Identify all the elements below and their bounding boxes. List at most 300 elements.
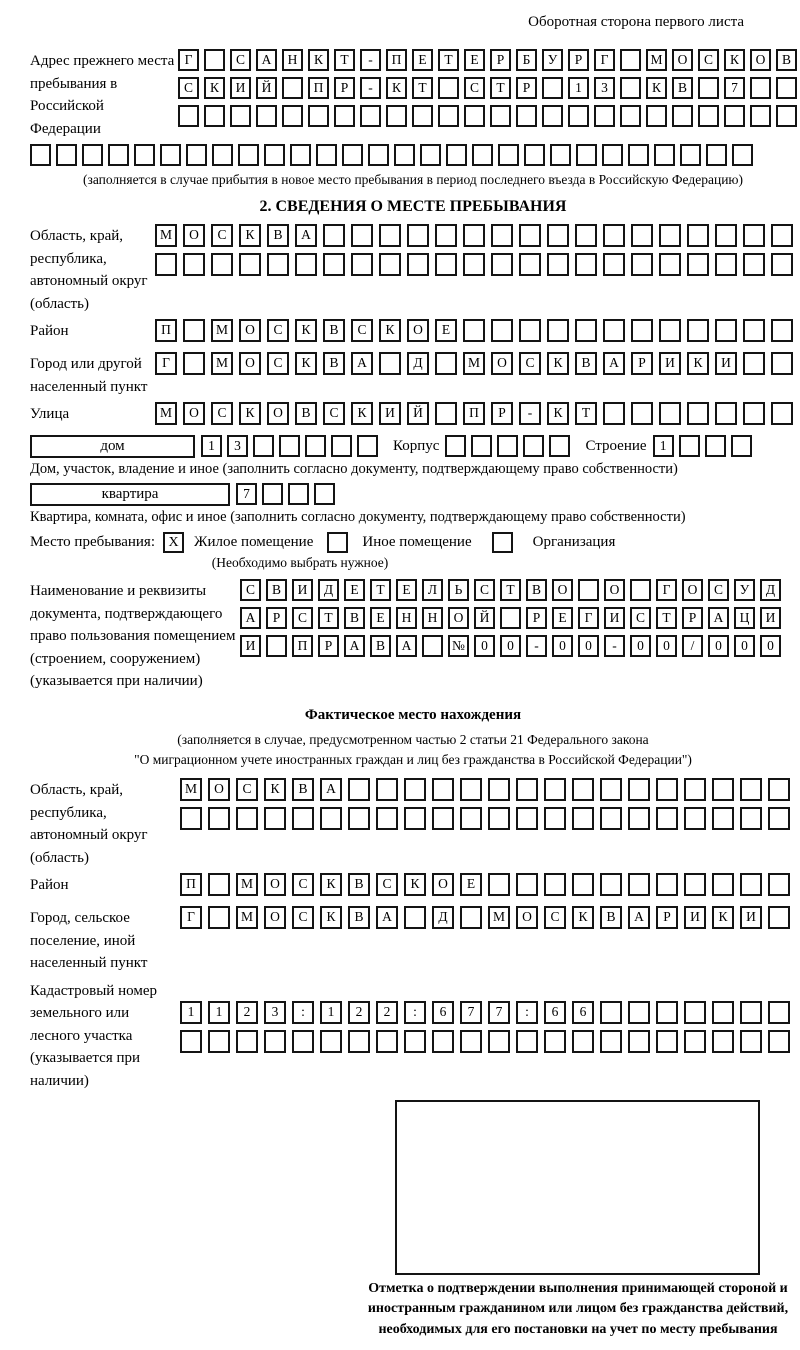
char-cell: 0 xyxy=(734,635,755,657)
char-cell xyxy=(180,807,202,830)
char-cell xyxy=(262,483,283,505)
char-cell xyxy=(460,807,482,830)
field-actual-city xyxy=(30,906,796,975)
char-cell xyxy=(620,49,641,71)
char-cell: В xyxy=(267,224,289,247)
char-cell: П xyxy=(308,77,329,99)
char-cell xyxy=(404,906,426,929)
char-cell xyxy=(491,253,513,276)
char-cell xyxy=(724,105,745,127)
char-cell xyxy=(160,144,181,166)
char-cell: А xyxy=(603,352,625,375)
field-district xyxy=(30,319,796,348)
char-cell: 3 xyxy=(227,435,248,457)
char-cell: Т xyxy=(500,579,521,601)
actual-district-row xyxy=(180,873,796,896)
char-cell: У xyxy=(542,49,563,71)
char-cell xyxy=(308,105,329,127)
char-cell: В xyxy=(344,607,365,629)
char-cell xyxy=(680,144,701,166)
char-cell: Д xyxy=(318,579,339,601)
char-cell xyxy=(542,77,563,99)
char-cell xyxy=(628,873,650,896)
char-cell: В xyxy=(600,906,622,929)
char-cell xyxy=(620,105,641,127)
char-cell: К xyxy=(547,402,569,425)
char-cell: Н xyxy=(396,607,417,629)
char-cell: О xyxy=(604,579,625,601)
char-cell xyxy=(420,144,441,166)
char-cell xyxy=(108,144,129,166)
char-cell: - xyxy=(360,77,381,99)
char-cell: Р xyxy=(266,607,287,629)
char-cell: В xyxy=(292,778,314,801)
char-cell xyxy=(687,402,709,425)
char-cell xyxy=(183,319,205,342)
char-cell xyxy=(236,807,258,830)
char-cell xyxy=(376,807,398,830)
char-cell: О xyxy=(183,224,205,247)
char-cell xyxy=(208,873,230,896)
char-cell xyxy=(731,435,752,457)
char-cell xyxy=(404,807,426,830)
char-cell: О xyxy=(491,352,513,375)
char-cell: Е xyxy=(464,49,485,71)
char-cell xyxy=(239,253,261,276)
char-cell: С xyxy=(351,319,373,342)
char-cell: С xyxy=(544,906,566,929)
previous-address-overflow-row xyxy=(30,144,796,166)
char-cell xyxy=(768,906,790,929)
char-cell xyxy=(488,873,510,896)
previous-address-row-3 xyxy=(178,105,800,127)
char-cell xyxy=(594,105,615,127)
char-cell: К xyxy=(351,402,373,425)
field-city xyxy=(30,352,796,398)
actual-location-note-line2: "О миграционном учете иностранных граждан и лиц без гражданства в Российской Федерации") xyxy=(134,751,692,767)
char-cell xyxy=(516,807,538,830)
house-wide-box: дом xyxy=(30,435,195,458)
field-stay-type xyxy=(30,532,796,553)
district-row xyxy=(155,319,799,342)
apartment-row xyxy=(236,483,340,505)
street-row xyxy=(155,402,799,425)
char-cell xyxy=(768,1030,790,1053)
char-cell xyxy=(542,105,563,127)
field-actual-district xyxy=(30,873,796,902)
char-cell: М xyxy=(236,873,258,896)
char-cell xyxy=(264,807,286,830)
char-cell xyxy=(464,105,485,127)
actual-location-title: Фактическое место нахождения xyxy=(304,706,522,723)
char-cell: А xyxy=(344,635,365,657)
char-cell: К xyxy=(379,319,401,342)
char-cell: 0 xyxy=(552,635,573,657)
field-right-of-use-document xyxy=(30,579,796,693)
char-cell xyxy=(488,1030,510,1053)
char-cell xyxy=(684,873,706,896)
section2-title: 2. СВЕДЕНИЯ О МЕСТЕ ПРЕБЫВАНИЯ xyxy=(259,198,567,215)
char-cell: В xyxy=(323,319,345,342)
char-cell: Е xyxy=(435,319,457,342)
char-cell: А xyxy=(376,906,398,929)
char-cell xyxy=(568,105,589,127)
cadastre-row-1 xyxy=(180,1001,796,1024)
char-cell xyxy=(698,77,719,99)
char-cell: И xyxy=(659,352,681,375)
char-cell: 1 xyxy=(180,1001,202,1024)
char-cell: И xyxy=(760,607,781,629)
house-number-row xyxy=(201,435,383,457)
char-cell: С xyxy=(474,579,495,601)
field-cadastre-number xyxy=(30,979,796,1093)
char-cell xyxy=(463,224,485,247)
char-cell xyxy=(544,873,566,896)
char-cell xyxy=(572,807,594,830)
stay-type-checkbox-organization xyxy=(492,532,513,553)
char-cell xyxy=(516,873,538,896)
char-cell xyxy=(575,253,597,276)
char-cell: Л xyxy=(422,579,443,601)
cadastre-label: Кадастровый номер земельного или лесного участка (указывается при наличии) xyxy=(30,982,157,1089)
char-cell xyxy=(376,1030,398,1053)
char-cell: И xyxy=(604,607,625,629)
char-cell xyxy=(547,224,569,247)
char-cell xyxy=(771,253,793,276)
char-cell xyxy=(432,778,454,801)
char-cell xyxy=(549,435,570,457)
char-cell xyxy=(687,319,709,342)
char-cell xyxy=(204,105,225,127)
char-cell: Н xyxy=(282,49,303,71)
char-cell: Й xyxy=(474,607,495,629)
char-cell: 7 xyxy=(724,77,745,99)
char-cell xyxy=(654,144,675,166)
char-cell xyxy=(684,1001,706,1024)
actual-region-row-2 xyxy=(180,807,796,830)
char-cell xyxy=(628,778,650,801)
char-cell xyxy=(547,319,569,342)
char-cell: С xyxy=(211,224,233,247)
char-cell xyxy=(348,778,370,801)
char-cell xyxy=(230,105,251,127)
stay-type-option-other-premises: Иное помещение xyxy=(362,534,472,550)
char-cell: В xyxy=(266,579,287,601)
char-cell: 2 xyxy=(236,1001,258,1024)
char-cell xyxy=(684,1030,706,1053)
char-cell: С xyxy=(698,49,719,71)
char-cell xyxy=(684,778,706,801)
char-cell xyxy=(204,49,225,71)
char-cell xyxy=(706,144,727,166)
cadastre-row-2 xyxy=(180,1030,796,1053)
char-cell: - xyxy=(526,635,547,657)
char-cell xyxy=(471,435,492,457)
char-cell: К xyxy=(572,906,594,929)
char-cell: К xyxy=(320,906,342,929)
char-cell xyxy=(460,1030,482,1053)
char-cell: 1 xyxy=(568,77,589,99)
region-row-2 xyxy=(155,253,799,276)
char-cell: Р xyxy=(490,49,511,71)
char-cell: А xyxy=(320,778,342,801)
char-cell: А xyxy=(351,352,373,375)
char-cell xyxy=(155,253,177,276)
char-cell: : xyxy=(516,1001,538,1024)
char-cell: 1 xyxy=(320,1001,342,1024)
char-cell xyxy=(687,253,709,276)
char-cell: 0 xyxy=(578,635,599,657)
char-cell xyxy=(516,1030,538,1053)
char-cell xyxy=(620,77,641,99)
char-cell xyxy=(544,1030,566,1053)
char-cell: И xyxy=(715,352,737,375)
actual-city-row xyxy=(180,906,796,929)
char-cell: О xyxy=(264,873,286,896)
char-cell xyxy=(282,77,303,99)
registration-stamp-note: Отметка о подтверждении выполнения принимающей стороной и иностранным гражданином или лицом без гражданства действий, необходимых для его постановки на учет по месту пребывания xyxy=(367,1281,789,1337)
char-cell: 2 xyxy=(348,1001,370,1024)
stay-type-label: Место пребывания: xyxy=(30,534,155,550)
char-cell: Р xyxy=(318,635,339,657)
char-cell xyxy=(600,873,622,896)
char-cell: Р xyxy=(526,607,547,629)
char-cell: М xyxy=(211,352,233,375)
char-cell: О xyxy=(448,607,469,629)
char-cell xyxy=(460,778,482,801)
char-cell: 1 xyxy=(208,1001,230,1024)
char-cell: Т xyxy=(656,607,677,629)
char-cell: В xyxy=(526,579,547,601)
char-cell xyxy=(316,144,337,166)
char-cell xyxy=(314,483,335,505)
korpus-label: Корпус xyxy=(393,438,440,454)
house-note: Дом, участок, владение и иное (заполнить согласно документу, подтверждающему право собственности) xyxy=(30,461,678,477)
previous-address-row-1 xyxy=(178,49,800,71)
char-cell xyxy=(295,253,317,276)
previous-address-label: Адрес прежнего места пребывания в Российской Федерации xyxy=(30,53,175,137)
char-cell xyxy=(740,873,762,896)
char-cell: 6 xyxy=(544,1001,566,1024)
field-previous-address xyxy=(30,49,796,140)
char-cell xyxy=(208,807,230,830)
char-cell xyxy=(208,906,230,929)
char-cell xyxy=(524,144,545,166)
char-cell xyxy=(575,224,597,247)
char-cell xyxy=(631,253,653,276)
char-cell: Г xyxy=(155,352,177,375)
char-cell: В xyxy=(348,906,370,929)
char-cell xyxy=(659,253,681,276)
char-cell: М xyxy=(488,906,510,929)
char-cell xyxy=(348,807,370,830)
char-cell xyxy=(743,224,765,247)
char-cell xyxy=(659,402,681,425)
char-cell xyxy=(264,1030,286,1053)
char-cell: Р xyxy=(568,49,589,71)
char-cell xyxy=(519,224,541,247)
char-cell xyxy=(628,144,649,166)
char-cell: С xyxy=(519,352,541,375)
char-cell xyxy=(435,253,457,276)
char-cell xyxy=(750,77,771,99)
char-cell xyxy=(267,253,289,276)
char-cell xyxy=(186,144,207,166)
char-cell xyxy=(394,144,415,166)
char-cell xyxy=(631,402,653,425)
char-cell: И xyxy=(240,635,261,657)
page-side-note: Оборотная сторона первого листа xyxy=(528,14,744,30)
char-cell: П xyxy=(180,873,202,896)
char-cell xyxy=(776,105,797,127)
previous-address-row-2 xyxy=(178,77,800,99)
char-cell xyxy=(544,807,566,830)
char-cell xyxy=(628,1030,650,1053)
char-cell xyxy=(740,1030,762,1053)
char-cell xyxy=(659,319,681,342)
char-cell: В xyxy=(323,352,345,375)
char-cell: С xyxy=(292,607,313,629)
char-cell: - xyxy=(360,49,381,71)
char-cell: С xyxy=(240,579,261,601)
char-cell xyxy=(30,144,51,166)
char-cell: О xyxy=(267,402,289,425)
char-cell xyxy=(656,807,678,830)
char-cell xyxy=(602,144,623,166)
char-cell: М xyxy=(646,49,667,71)
char-cell: О xyxy=(239,319,261,342)
char-cell xyxy=(360,105,381,127)
char-cell xyxy=(212,144,233,166)
char-cell xyxy=(578,579,599,601)
char-cell xyxy=(238,144,259,166)
char-cell: С xyxy=(292,906,314,929)
char-cell: П xyxy=(155,319,177,342)
char-cell xyxy=(497,435,518,457)
char-cell xyxy=(264,144,285,166)
char-cell: К xyxy=(308,49,329,71)
char-cell xyxy=(523,435,544,457)
char-cell: О xyxy=(183,402,205,425)
char-cell xyxy=(516,778,538,801)
char-cell: К xyxy=(712,906,734,929)
char-cell xyxy=(603,253,625,276)
char-cell xyxy=(404,1030,426,1053)
char-cell: П xyxy=(292,635,313,657)
field-apartment xyxy=(30,483,796,506)
document-label: Наименование и реквизиты документа, подтверждающего право пользования помещением (строением, сооружением) (указывается при наличии) xyxy=(30,583,236,689)
char-cell xyxy=(488,807,510,830)
char-cell xyxy=(572,778,594,801)
char-cell: 6 xyxy=(572,1001,594,1024)
char-cell xyxy=(656,873,678,896)
region-row-1 xyxy=(155,224,799,247)
char-cell xyxy=(768,807,790,830)
char-cell xyxy=(290,144,311,166)
char-cell xyxy=(412,105,433,127)
char-cell xyxy=(771,402,793,425)
char-cell xyxy=(472,144,493,166)
char-cell xyxy=(743,253,765,276)
char-cell: У xyxy=(734,579,755,601)
city-label: Город или другой населенный пункт xyxy=(30,356,148,395)
char-cell: М xyxy=(236,906,258,929)
char-cell: 0 xyxy=(760,635,781,657)
char-cell xyxy=(498,144,519,166)
char-cell xyxy=(435,224,457,247)
city-row xyxy=(155,352,799,375)
char-cell: 3 xyxy=(594,77,615,99)
char-cell xyxy=(323,253,345,276)
char-cell: Т xyxy=(318,607,339,629)
char-cell xyxy=(422,635,443,657)
char-cell xyxy=(282,105,303,127)
char-cell: - xyxy=(519,402,541,425)
char-cell: : xyxy=(404,1001,426,1024)
stay-type-option-residential: Жилое помещение xyxy=(194,534,314,550)
char-cell: В xyxy=(776,49,797,71)
char-cell xyxy=(183,253,205,276)
char-cell xyxy=(631,319,653,342)
char-cell xyxy=(600,778,622,801)
char-cell xyxy=(351,253,373,276)
char-cell: Г xyxy=(180,906,202,929)
char-cell: Т xyxy=(438,49,459,71)
char-cell xyxy=(646,105,667,127)
char-cell xyxy=(600,1030,622,1053)
char-cell: К xyxy=(204,77,225,99)
char-cell xyxy=(628,807,650,830)
char-cell: О xyxy=(516,906,538,929)
field-street xyxy=(30,402,796,431)
char-cell: О xyxy=(407,319,429,342)
char-cell xyxy=(351,224,373,247)
char-cell xyxy=(715,402,737,425)
char-cell: К xyxy=(239,402,261,425)
char-cell xyxy=(698,105,719,127)
char-cell xyxy=(488,778,510,801)
char-cell: А xyxy=(708,607,729,629)
char-cell xyxy=(768,1001,790,1024)
char-cell: Е xyxy=(396,579,417,601)
field-house xyxy=(30,435,796,458)
char-cell: Д xyxy=(407,352,429,375)
stroenie-label: Строение xyxy=(585,438,647,454)
char-cell: С xyxy=(376,873,398,896)
char-cell: Г xyxy=(578,607,599,629)
char-cell xyxy=(630,579,651,601)
char-cell xyxy=(253,435,274,457)
char-cell xyxy=(743,352,765,375)
char-cell xyxy=(712,807,734,830)
char-cell: О xyxy=(239,352,261,375)
char-cell: П xyxy=(463,402,485,425)
char-cell xyxy=(438,77,459,99)
char-cell: Е xyxy=(412,49,433,71)
char-cell xyxy=(463,319,485,342)
char-cell xyxy=(288,483,309,505)
apartment-wide-box: квартира xyxy=(30,483,230,506)
char-cell: 6 xyxy=(432,1001,454,1024)
char-cell xyxy=(715,224,737,247)
char-cell: Д xyxy=(432,906,454,929)
char-cell: 0 xyxy=(708,635,729,657)
char-cell xyxy=(432,807,454,830)
char-cell: Г xyxy=(178,49,199,71)
char-cell xyxy=(435,352,457,375)
char-cell xyxy=(600,807,622,830)
char-cell: А xyxy=(628,906,650,929)
